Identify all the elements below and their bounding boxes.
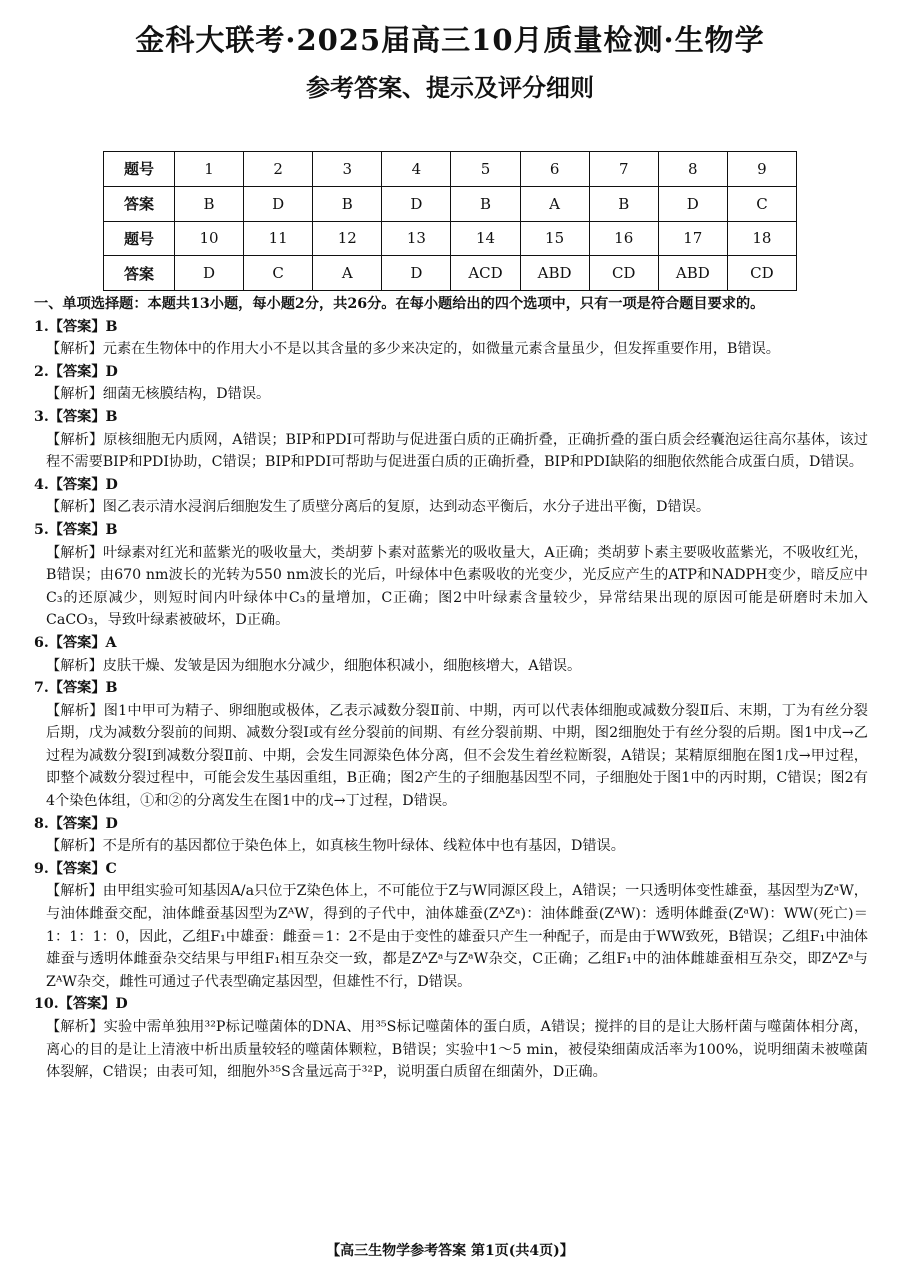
answer-line: 1.【答案】B xyxy=(34,318,118,335)
question-number-cell: 14 xyxy=(451,221,520,256)
question-number-cell: 18 xyxy=(727,221,796,256)
answer-cell: ACD xyxy=(451,256,520,291)
question-number-cell: 10 xyxy=(175,221,244,256)
explanations-body xyxy=(34,293,868,1084)
answer-line: 10.【答案】D xyxy=(34,996,128,1013)
question-number-cell: 1 xyxy=(175,152,244,187)
row-label: 题号 xyxy=(104,152,175,187)
question-number-cell: 11 xyxy=(244,221,313,256)
answer-cell: ABD xyxy=(520,256,589,291)
answer-cell: B xyxy=(313,186,382,221)
section-heading: 一、单项选择题：本题共13小题，每小题2分，共26分。在每小题给出的四个选项中，只有一项是符合题目要求的。 xyxy=(34,296,765,312)
answer-row xyxy=(104,256,797,291)
answer-line: 4.【答案】D xyxy=(34,476,118,493)
explanation-text: 【解析】图乙表示清水浸润后细胞发生了质壁分离后的复原，达到动态平衡后，水分子进出平衡，D错误。 xyxy=(46,499,711,516)
answer-line: 6.【答案】A xyxy=(34,634,117,651)
answer-cell: A xyxy=(313,256,382,291)
answer-cell: D xyxy=(382,186,451,221)
answer-cell: C xyxy=(244,256,313,291)
answer-line: 3.【答案】B xyxy=(34,408,118,425)
explanation-text: 【解析】实验中需单独用³²P标记噬菌体的DNA、用³⁵S标记噬菌体的蛋白质，A错误；搅拌的目的是让大肠杆菌与噬菌体相分离，离心的目的是让上清液中析出质量较轻的噬菌体颗粒，B错误；实验中1～5 min，被侵染细菌成活率为100%，说明细菌未被噬菌体裂解，C错误；由表可知，细胞外³⁵S含量远高于³²P，说明蛋白质留在细菌外，D正确。 xyxy=(46,1019,868,1081)
question-number-cell: 9 xyxy=(727,152,796,187)
question-number-row xyxy=(104,152,797,187)
page-footer: 【高三生物学参考答案 第1页(共4页)】 xyxy=(326,1243,574,1259)
answer-table xyxy=(103,151,797,291)
row-label: 答案 xyxy=(104,256,175,291)
answer-cell: B xyxy=(175,186,244,221)
answer-cell: ABD xyxy=(658,256,727,291)
question-number-cell: 16 xyxy=(589,221,658,256)
question-number-cell: 2 xyxy=(244,152,313,187)
answer-line: 7.【答案】B xyxy=(34,680,118,697)
answer-cell: D xyxy=(658,186,727,221)
explanation-text: 【解析】原核细胞无内质网，A错误；BIP和PDI可帮助与促进蛋白质的正确折叠，正确折叠的蛋白质会经囊泡运往高尔基体，该过程不需要BIP和PDI协助，C错误；BIP和PDI可帮助与促进蛋白质的正确折叠，BIP和PDI缺陷的细胞依然能合成蛋白质，D错误。 xyxy=(46,431,868,471)
page-subtitle: 参考答案、提示及评分细则 xyxy=(306,73,594,102)
row-label: 答案 xyxy=(104,186,175,221)
answer-line: 5.【答案】B xyxy=(34,521,118,538)
row-label: 题号 xyxy=(104,221,175,256)
question-number-row xyxy=(104,221,797,256)
answer-cell: B xyxy=(589,186,658,221)
explanation-text: 【解析】由甲组实验可知基因A/a只位于Z染色体上，不可能位于Z与W同源区段上，A错误；一只透明体变性雄蚕，基因型为ZᵃW，与油体雌蚕交配，油体雌蚕基因型为ZᴬW，得到的子代中，油体雄蚕(ZᴬZᵃ)：油体雌蚕(ZᴬW)：透明体雌蚕(ZᵃW)：WW(死亡)＝1：1：1：0，因此，乙组F₁中雄蚕：雌蚕＝1：2不是由于变性的雄蚕只产生一种配子，而是由于WW致死，B错误；乙组F₁中油体雄蚕与透明体雌蚕杂交结果与甲组F₁相互杂交一致，都是ZᴬZᵃ与ZᵃW杂交，C正确；乙组F₁中的油体雌雄蚕相互杂交，即ZᴬZᵃ与ZᴬW杂交，雌性可通过子代表型确定基因型，但雄性不行，D错误。 xyxy=(46,883,868,990)
answer-cell: CD xyxy=(727,256,796,291)
answer-row xyxy=(104,186,797,221)
answer-line: 9.【答案】C xyxy=(34,860,117,877)
explanation-text: 【解析】细菌无核膜结构，D错误。 xyxy=(46,386,271,403)
explanation-text: 【解析】元素在生物体中的作用大小不是以其含量的多少来决定的，如微量元素含量虽少，但发挥重要作用，B错误。 xyxy=(46,341,780,358)
question-number-cell: 13 xyxy=(382,221,451,256)
question-number-cell: 4 xyxy=(382,152,451,187)
question-number-cell: 8 xyxy=(658,152,727,187)
answer-cell: CD xyxy=(589,256,658,291)
question-number-cell: 7 xyxy=(589,152,658,187)
explanation-text: 【解析】叶绿素对红光和蓝紫光的吸收量大，类胡萝卜素对蓝紫光的吸收量大，A正确；类胡萝卜素主要吸收蓝紫光，不吸收红光，B错误；由670 nm波长的光转为550 nm波长的光后，叶绿体中色素吸收的光变少，光反应产生的ATP和NADPH变少，暗反应中C₃的还原减少，则短时间内叶绿体中C₃的量增加，C正确；图2中叶绿素含量较少，异常结果出现的原因可能是研磨时未加入CaCO₃，导致叶绿素被破坏，D正确。 xyxy=(46,544,868,629)
explanation-text: 【解析】图1中甲可为精子、卵细胞或极体，乙表示减数分裂Ⅱ前、中期，丙可以代表体细胞或减数分裂Ⅱ后、末期，丁为有丝分裂后期，戊为减数分裂前的间期、减数分裂Ⅰ或有丝分裂前的间期、有丝分裂前期、中期，图2细胞处于有丝分裂的后期。图1中戊→乙过程为减数分裂Ⅰ到减数分裂Ⅱ前、中期，会发生同源染色体分离，但不会发生着丝粒断裂，A错误；某精原细胞在图1戊→甲过程，即整个减数分裂过程中，可能会发生基因重组，B正确；图2产生的子细胞基因型不同，子细胞处于图1中的丙时期，C错误；图2有4个染色体组，①和②的分离发生在图1中的戊→丁过程，D错误。 xyxy=(46,702,868,810)
question-number-cell: 5 xyxy=(451,152,520,187)
answer-cell: D xyxy=(382,256,451,291)
page-title: 金科大联考·2025届高三10月质量检测·生物学 xyxy=(135,23,765,57)
answer-items xyxy=(34,316,868,1084)
question-number-cell: 12 xyxy=(313,221,382,256)
question-number-cell: 17 xyxy=(658,221,727,256)
answer-cell: D xyxy=(175,256,244,291)
answer-cell: D xyxy=(244,186,313,221)
answer-cell: B xyxy=(451,186,520,221)
answer-line: 8.【答案】D xyxy=(34,815,118,832)
answer-cell: C xyxy=(727,186,796,221)
answer-cell: A xyxy=(520,186,589,221)
explanation-text: 【解析】不是所有的基因都位于染色体上，如真核生物叶绿体、线粒体中也有基因，D错误。 xyxy=(46,838,625,855)
answer-line: 2.【答案】D xyxy=(34,363,118,380)
question-number-cell: 15 xyxy=(520,221,589,256)
explanation-text: 【解析】皮肤干燥、发皱是因为细胞水分减少，细胞体积减小，细胞核增大，A错误。 xyxy=(46,657,582,674)
question-number-cell: 3 xyxy=(313,152,382,187)
question-number-cell: 6 xyxy=(520,152,589,187)
